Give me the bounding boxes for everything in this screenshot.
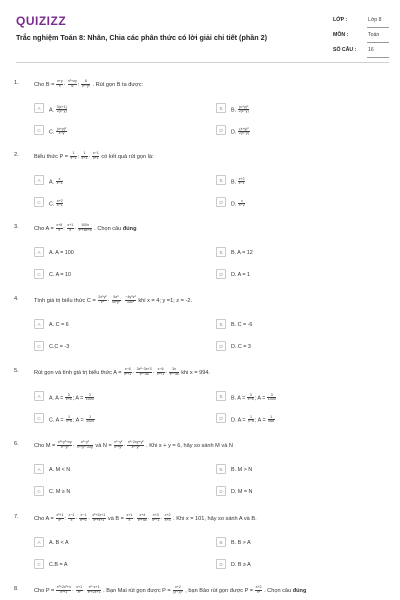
- answer-option-a[interactable]: [34, 103, 202, 114]
- question-number: 3.: [14, 224, 19, 230]
- math-fraction: $\frac{\text{x²−x+1}}{\text{x²+2x+1}}$: [87, 585, 101, 594]
- meta-underline: [367, 42, 389, 43]
- answer-option-b[interactable]: [216, 464, 384, 475]
- option-text: D. M = N: [231, 488, 253, 495]
- math-fraction: $\frac{x+3}{\text{x²−1}}$: [152, 513, 160, 522]
- question-suffix: khi x = 994.: [181, 369, 210, 376]
- option-letter-box: D: [216, 486, 226, 496]
- math-fraction: $\frac{3x}{\text{x²−36}}$: [169, 367, 179, 376]
- question-number: 6.: [14, 441, 19, 447]
- meta-row-count: [333, 44, 389, 59]
- option-text: C. $\frac{\text{(x+y)²}}{x-y}$: [49, 126, 67, 136]
- math-fraction: $\frac{x-1}{x+1}$: [92, 151, 99, 160]
- option-letter-box: C: [34, 197, 44, 207]
- meta-label: SỐ CÂU :: [333, 47, 357, 53]
- option-letter-box: C: [34, 559, 44, 569]
- question-text: Tính giá trị biểu thức C = $\frac{\text{2x⁵y²}}{\text{z⁶}}$ · $\frac{\text{5z⁵}}{\text{4x²y²}}$ · $\frac{\text{−4y⁶z²}}{\text{15x⁶}}$ khi x = 4; y =1; z = -2.: [34, 295, 192, 304]
- question-prefix: Cho M =: [34, 442, 56, 449]
- option-text: B. $\frac{\text{(x+y)²}}{2(x-y)}$: [231, 104, 249, 114]
- math-fraction: $\frac{1}{x+1}$: [81, 151, 88, 160]
- answer-option-c[interactable]: [34, 125, 202, 136]
- answer-option-b[interactable]: [216, 391, 384, 402]
- math-fraction: $\frac{\text{2x⁵y²}}{\text{z⁶}}$: [98, 295, 107, 304]
- question-prefix: Cho B =: [34, 81, 55, 88]
- option-text: A. B < A: [49, 539, 69, 546]
- answer-option-d[interactable]: [216, 341, 384, 352]
- question-number: 1.: [14, 80, 19, 86]
- answer-option-b[interactable]: [216, 537, 384, 548]
- question-emphasis: đúng: [292, 587, 307, 594]
- math-fraction: $\frac{\text{x²−y²}}{\text{x²+y²−2xy}}$: [77, 440, 93, 449]
- question-suffix: và N =: [95, 442, 112, 449]
- question-suffix: . Chọn câu: [94, 225, 122, 232]
- question-emphasis: đúng: [122, 225, 137, 232]
- option-text: C. A = 10: [49, 271, 72, 278]
- meta-row-subject: [333, 29, 389, 44]
- math-fraction: $\frac{x+8}{x}$: [56, 223, 63, 232]
- question-text: Rút gọn và tính giá trị biểu thức A = $\frac{x-6}{\text{x²+1}}$ · $\frac{\text{3x²−3x+3}}{\text{x²−36}}$ · $\frac{x-6}{\text{x²+1}}$ · $\frac{3x}{\text{x²−36}}$ khi x = 994.: [34, 367, 210, 376]
- answer-option-a[interactable]: [34, 391, 202, 402]
- question-number: 5.: [14, 368, 19, 374]
- math-fraction: $\frac{1}{x-1}$: [70, 151, 77, 160]
- math-fraction: $\frac{x-1}{\text{x²+1}}$: [79, 513, 87, 522]
- option-text: A. C = 6: [49, 321, 69, 328]
- question-suffix: . Bạn Mai rút gọn được P =: [103, 587, 171, 594]
- answer-option-a[interactable]: [34, 175, 202, 186]
- question-prefix: Cho A =: [34, 225, 54, 232]
- option-letter-box: C: [34, 486, 44, 496]
- question-suffix: . Rút gọn B ta được:: [92, 81, 144, 88]
- option-letter-box: C: [34, 125, 44, 135]
- option-letter-box: B: [216, 464, 226, 474]
- option-letter-box: D: [216, 559, 226, 569]
- question-text: Biểu thức P = $\frac{1}{x-1}$ : $\frac{1}{x+1}$ · $\frac{x-1}{x+1}$ có kết quả rút gọn là:: [34, 151, 154, 160]
- quizizz-logo: QUIZIZZ: [16, 14, 67, 28]
- question-text: Cho B = $\frac{x+y}{x}$ · $\frac{\text{x²+xy}}{6}$ : $\frac{6}{\text{x²−y²}}$ . Rút gọn B ta được:: [34, 79, 144, 88]
- answer-option-b[interactable]: [216, 175, 384, 186]
- answer-option-c[interactable]: [34, 413, 202, 424]
- math-fraction: $\frac{x-1}{x}$: [68, 513, 75, 522]
- math-fraction: $\frac{\text{3x²−3x+3}}{\text{x²−36}}$: [136, 367, 152, 376]
- math-fraction: $\frac{x-6}{\text{x²+1}}$: [124, 367, 132, 376]
- option-text: C. M ≥ N: [49, 488, 71, 495]
- answer-option-c[interactable]: [34, 341, 202, 352]
- answer-option-c[interactable]: [34, 486, 202, 497]
- option-text: B. $\frac{x+2}{x-1}$: [231, 176, 245, 186]
- option-letter-box: D: [216, 413, 226, 423]
- option-letter-box: B: [216, 247, 226, 257]
- question-suffix: và B =: [107, 515, 124, 522]
- answer-option-d[interactable]: [216, 559, 384, 570]
- math-fraction: $\frac{x+2}{\text{(x−1)²}}$: [173, 585, 183, 594]
- question-prefix: Rút gọn và tính giá trị biểu thức A =: [34, 369, 122, 376]
- option-text: D. B ≥ A: [231, 561, 251, 568]
- answer-option-c[interactable]: [34, 559, 202, 570]
- answer-option-a[interactable]: [34, 247, 202, 258]
- math-fraction: $\frac{\text{x²+2x+1}}{\text{x²+x+1}}$: [92, 513, 106, 522]
- meta-underline: [367, 27, 389, 28]
- option-letter-box: D: [216, 125, 226, 135]
- math-fraction: $\frac{\text{x²−y²}}{\text{x²+y²}}$: [114, 440, 123, 449]
- math-fraction: $\frac{x+4}{\text{x²+4x}}$: [137, 513, 147, 522]
- math-fraction: $\frac{\text{x³+2x²+x}}{\text{x³+1}}$: [56, 585, 71, 594]
- math-fraction: $\frac{6}{\text{x²−y²}}$: [81, 79, 90, 88]
- option-text: D. A = $\frac{1}{x-6}$ ; A = $\frac{1}{988}$: [231, 414, 275, 424]
- math-fraction: $\frac{x+1}{x}$: [67, 223, 74, 232]
- option-text: C. $\frac{x+2}{x-1}$: [49, 198, 63, 208]
- meta-label: LỚP :: [333, 17, 348, 23]
- option-text: C.C = -3: [49, 343, 70, 350]
- option-text: A. M < N: [49, 466, 71, 473]
- option-letter-box: A: [34, 247, 44, 257]
- question-text: Cho A = $\frac{x+8}{x}$ : $\frac{x+1}{x}$ · $\frac{100x}{\text{x²+8x+8}}$ . Chọn câu đúng: [34, 223, 137, 232]
- meta-value: 16: [368, 47, 374, 53]
- math-fraction: $\frac{x-6}{\text{x²+1}}$: [157, 367, 165, 376]
- option-text: B. C = -6: [231, 321, 253, 328]
- answer-option-b[interactable]: [216, 247, 384, 258]
- question-text: Cho M = $\frac{\text{x³+y³+xy}}{\text{x²−y²}}$ · $\frac{\text{x²−y²}}{\text{x²+y²−2xy}}$ và N = $\frac{\text{x²−y²}}{\text{x²+y²}}$ · $\frac{\text{x²−2xy+y²}}{\text{x²−y²}}$ . Khi x + y = 6, hãy so sánh M và N: [34, 440, 233, 449]
- option-letter-box: B: [216, 537, 226, 547]
- question-suffix: khi x = 4; y =1; z = -2.: [138, 297, 192, 304]
- option-letter-box: A: [34, 175, 44, 185]
- question-number: 7.: [14, 514, 19, 520]
- answer-option-b[interactable]: [216, 319, 384, 330]
- math-fraction: $\frac{\text{5z⁵}}{\text{4x²y²}}$: [112, 295, 120, 304]
- answer-option-d[interactable]: [216, 125, 384, 136]
- option-text: D. $\frac{x}{x-2}$: [231, 198, 245, 208]
- answer-option-b[interactable]: [216, 103, 384, 114]
- option-text: A. $\frac{3(x+1)}{2(x-y)}$: [49, 104, 67, 114]
- option-letter-box: B: [216, 175, 226, 185]
- math-fraction: $\frac{x+2}{x+3}$: [164, 513, 171, 522]
- option-text: A. A = $\frac{3}{x+6}$ ; A = $\frac{3}{1000}$: [49, 392, 94, 402]
- worksheet-meta: [333, 14, 389, 59]
- header-divider: [16, 62, 389, 63]
- question-text: Cho P = $\frac{\text{x³+2x²+x}}{\text{x³+1}}$ · $\frac{x+1}{\text{x²}}$ · $\frac{\text{x²−x+1}}{\text{x²+2x+1}}$ . Bạn Mai rút gọn được P = $\frac{x+2}{\text{(x−1)²}}$ , bạn Bảo rút gọn được P = $\frac{x+2}{\text{x²}}$ . Chọn câu đúng: [34, 585, 307, 594]
- option-letter-box: C: [34, 413, 44, 423]
- option-letter-box: B: [216, 319, 226, 329]
- option-letter-box: B: [216, 391, 226, 401]
- option-text: A. $\frac{x}{x-1}$: [49, 176, 63, 186]
- meta-label: MÔN :: [333, 32, 349, 38]
- question-number: 8.: [14, 586, 19, 592]
- question-suffix-2: . Khi x = 101, hãy so sánh A và B.: [173, 515, 257, 522]
- option-text: D. $\frac{\text{(x+y)²}}{2(x-y)}$: [231, 126, 249, 136]
- option-letter-box: D: [216, 269, 226, 279]
- math-fraction: $\frac{100x}{\text{x²+8x+8}}$: [78, 223, 92, 232]
- option-letter-box: D: [216, 341, 226, 351]
- question-number: 4.: [14, 296, 19, 302]
- answer-option-d[interactable]: [216, 197, 384, 208]
- question-suffix-2: . Khi x + y = 6, hãy so sánh M và N: [146, 442, 233, 449]
- option-text: B. M > N: [231, 466, 253, 473]
- option-letter-box: B: [216, 103, 226, 113]
- answer-option-a[interactable]: [34, 319, 202, 330]
- question-prefix: Tính giá trị biểu thức C =: [34, 297, 96, 304]
- answer-option-d[interactable]: [216, 486, 384, 497]
- question-prefix: Cho P =: [34, 587, 55, 594]
- answer-option-c[interactable]: [34, 197, 202, 208]
- answer-option-d[interactable]: [216, 269, 384, 280]
- option-text: B. B > A: [231, 539, 251, 546]
- math-fraction: $\frac{x+y}{x}$: [56, 79, 63, 88]
- meta-value: Lớp 8: [368, 17, 382, 23]
- math-fraction: $\frac{\text{x³+y³+xy}}{\text{x²−y²}}$: [57, 440, 72, 449]
- meta-value: Toán: [368, 32, 380, 38]
- option-text: D. A = 1: [231, 271, 251, 278]
- math-fraction: $\frac{x+1}{x}$: [126, 513, 133, 522]
- question-suffix-2: , bạn Bảo rút gọn được P =: [185, 587, 254, 594]
- worksheet-header: [0, 0, 400, 62]
- option-text: D. C = 3: [231, 343, 251, 350]
- option-text: B. A = 12: [231, 249, 253, 256]
- math-fraction: $\frac{\text{−4y⁶z²}}{\text{15x⁶}}$: [125, 295, 136, 304]
- meta-row-class: [333, 14, 389, 29]
- option-letter-box: C: [34, 269, 44, 279]
- option-letter-box: A: [34, 391, 44, 401]
- answer-option-a[interactable]: [34, 464, 202, 475]
- math-fraction: $\frac{\text{x³+1}}{\text{x²}}$: [56, 513, 64, 522]
- math-fraction: $\frac{\text{x²+xy}}{6}$: [68, 79, 77, 88]
- option-text: A. A = 100: [49, 249, 74, 256]
- option-text: C. A = $\frac{1}{x+6}$ ; A = $\frac{1}{1000}$: [49, 414, 95, 424]
- question-suffix: có kết quả rút gọn là:: [101, 153, 154, 160]
- option-letter-box: A: [34, 537, 44, 547]
- math-fraction: $\frac{\text{x²−2xy+y²}}{\text{x²−y²}}$: [127, 440, 144, 449]
- option-text: C.B = A: [49, 561, 68, 568]
- answer-option-d[interactable]: [216, 413, 384, 424]
- worksheet-title: Trắc nghiệm Toán 8: Nhân, Chia các phân thức có lời giải chi tiết (phần 2): [16, 33, 267, 42]
- math-fraction: $\frac{x+1}{\text{x²}}$: [76, 585, 83, 594]
- question-prefix: Biểu thức P =: [34, 153, 68, 160]
- question-prefix: Cho A =: [34, 515, 54, 522]
- option-letter-box: C: [34, 341, 44, 351]
- answer-option-c[interactable]: [34, 269, 202, 280]
- option-letter-box: D: [216, 197, 226, 207]
- math-fraction: $\frac{x+2}{\text{x²}}$: [255, 585, 262, 594]
- option-text: B. A = $\frac{3}{x-6}$ ; A = $\frac{3}{1000}$: [231, 392, 276, 402]
- question-text: Cho A = $\frac{\text{x³+1}}{\text{x²}}$ : $\frac{x-1}{x}$ · $\frac{x-1}{\text{x²+1}}$ · $\frac{\text{x²+2x+1}}{\text{x²+x+1}}$ và B = $\frac{x+1}{x}$ · $\frac{x+4}{\text{x²+4x}}$ · $\frac{x+3}{\text{x²−1}}$ · $\frac{x+2}{x+3}$ . Khi x = 101, hãy so sánh A và B.: [34, 513, 257, 522]
- option-letter-box: A: [34, 464, 44, 474]
- question-number: 2.: [14, 152, 19, 158]
- option-letter-box: A: [34, 103, 44, 113]
- answer-option-a[interactable]: [34, 537, 202, 548]
- option-letter-box: A: [34, 319, 44, 329]
- meta-underline: [367, 57, 389, 58]
- question-suffix-3: . Chọn câu: [264, 587, 292, 594]
